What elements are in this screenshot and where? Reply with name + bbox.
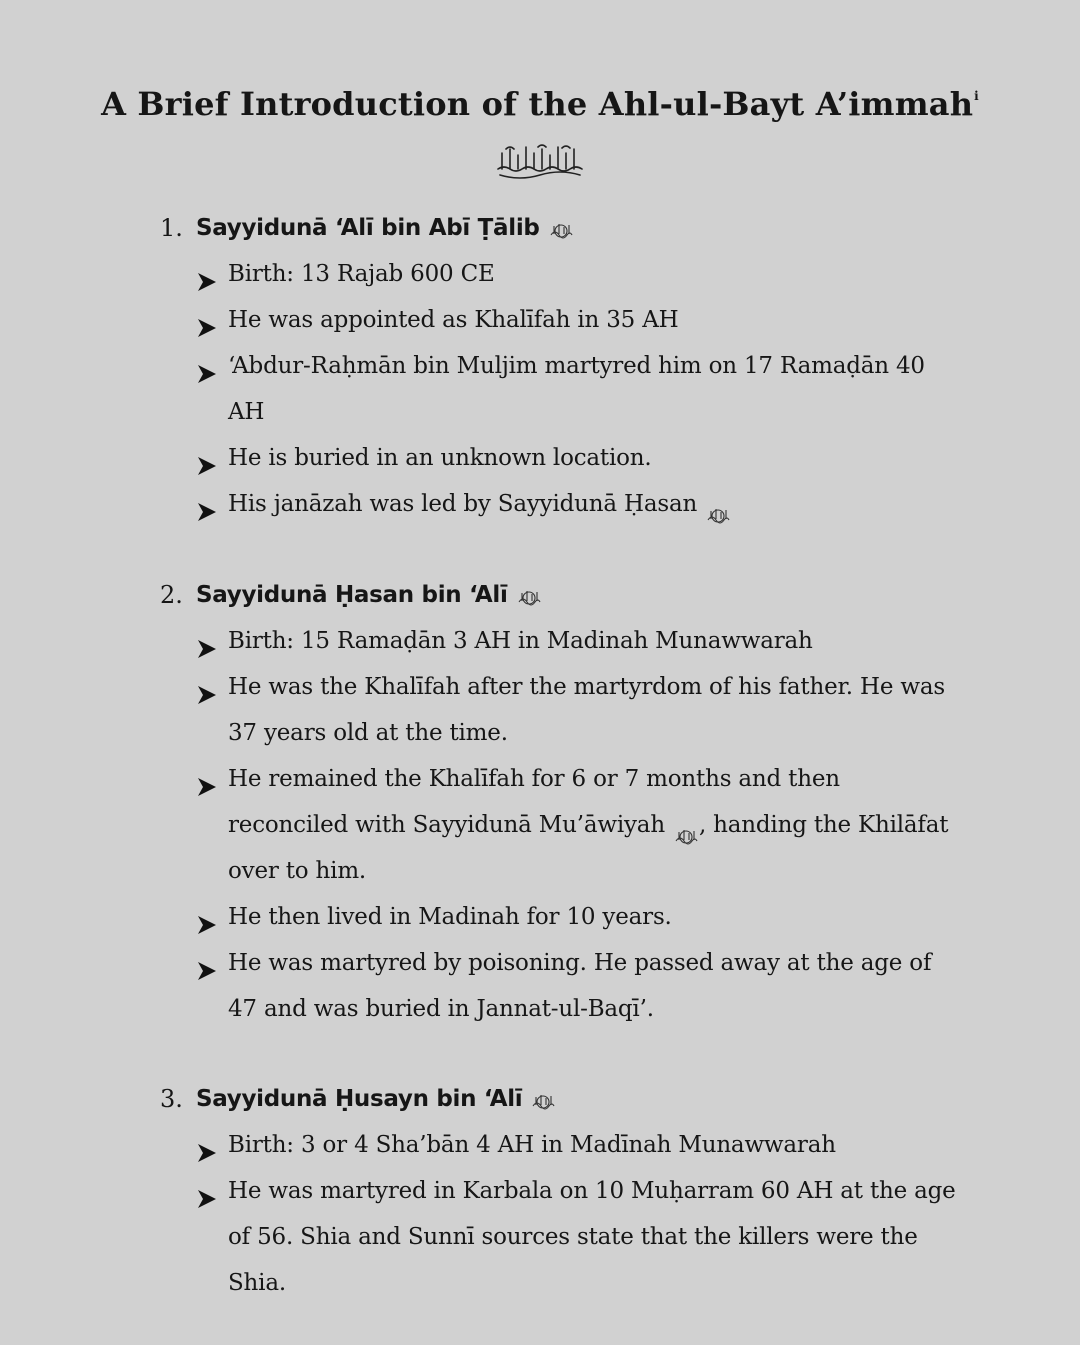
section-2 [160,572,960,1032]
radiyallahu-anhu-calligraphy-icon [705,496,731,518]
list-item [160,1122,960,1168]
radiyallahu-anhu-calligraphy-icon [673,817,699,839]
page-title [0,85,1080,123]
section-heading [160,572,960,618]
points-list [160,1122,960,1306]
radiyallahu-anhu-calligraphy-icon [530,1090,556,1112]
list-item-text: He was martyred in Karbala on 10 Muḥarram 60 AH at the age of 56. Shia and Sunnī sources state that the killers were the Shia. [228,1178,956,1296]
section-1 [160,205,960,527]
list-item [160,251,960,297]
section-number: 2. [160,581,183,609]
list-item [160,756,960,894]
list-item [160,1168,960,1306]
bismillah-calligraphy-icon [480,136,600,186]
list-item-text: He was appointed as Khalīfah in 35 AH [228,307,679,333]
list-item-text: ‘Abdur-Raḥmān bin Muljim martyred him on 17 Ramaḍān 40 AH [228,353,925,425]
section-number: 3. [160,1085,183,1113]
page-title-text: A Brief Introduction of the Ahl-ul-Bayt A’immah [101,85,974,124]
list-item-text-continued: , handing the Khilāfat over to him. [228,812,949,884]
list-item [160,297,960,343]
arrowhead-bullet-icon [196,952,218,974]
arrowhead-bullet-icon [196,493,218,515]
arrowhead-bullet-icon [196,263,218,285]
list-item [160,940,960,1032]
arrowhead-bullet-icon [196,1180,218,1202]
list-item [160,664,960,756]
arrowhead-bullet-icon [196,676,218,698]
arrowhead-bullet-icon [196,768,218,790]
list-item-text: He was the Khalīfah after the martyrdom of his father. He was 37 years old at the time. [228,674,945,746]
arrowhead-bullet-icon [196,906,218,928]
section-name: Sayyidunā Ḥasan bin ‘Alī [196,582,508,608]
list-item [160,894,960,940]
section-heading [160,1076,960,1122]
section-heading [160,205,960,251]
section-name: Sayyidunā Ḥusayn bin ‘Alī [196,1086,523,1112]
arrowhead-bullet-icon [196,447,218,469]
list-item-text: Birth: 3 or 4 Sha’bān 4 AH in Madīnah Munawwarah [228,1132,836,1158]
list-item-text: He remained the Khalīfah for 6 or 7 months and then reconciled with Sayyidunā Mu’āwiyah [228,766,840,838]
list-item-text: He then lived in Madinah for 10 years. [228,904,672,930]
list-item-text: Birth: 13 Rajab 600 CE [228,261,495,287]
section-3 [160,1076,960,1306]
list-item [160,343,960,435]
list-item [160,618,960,664]
list-item-text: He was martyred by poisoning. He passed away at the age of 47 and was buried in Jannat-ul-Baqī’. [228,950,932,1022]
arrowhead-bullet-icon [196,309,218,331]
list-item-text: His janāzah was led by Sayyidunā Ḥasan [228,491,698,517]
radiyallahu-anhu-calligraphy-icon [548,219,574,241]
list-item [160,481,960,527]
list-item [160,435,960,481]
section-number: 1. [160,214,183,242]
list-item-text: Birth: 15 Ramaḍān 3 AH in Madinah Munawwarah [228,628,813,654]
radiyallahu-anhu-calligraphy-icon [516,586,542,608]
points-list [160,251,960,527]
arrowhead-bullet-icon [196,355,218,377]
arrowhead-bullet-icon [196,1134,218,1156]
points-list [160,618,960,1032]
list-item-text: He is buried in an unknown location. [228,445,652,471]
section-name: Sayyidunā ‘Alī bin Abī Ṭālib [196,215,540,241]
arrowhead-bullet-icon [196,630,218,652]
footnote-marker[interactable]: i [974,89,979,104]
